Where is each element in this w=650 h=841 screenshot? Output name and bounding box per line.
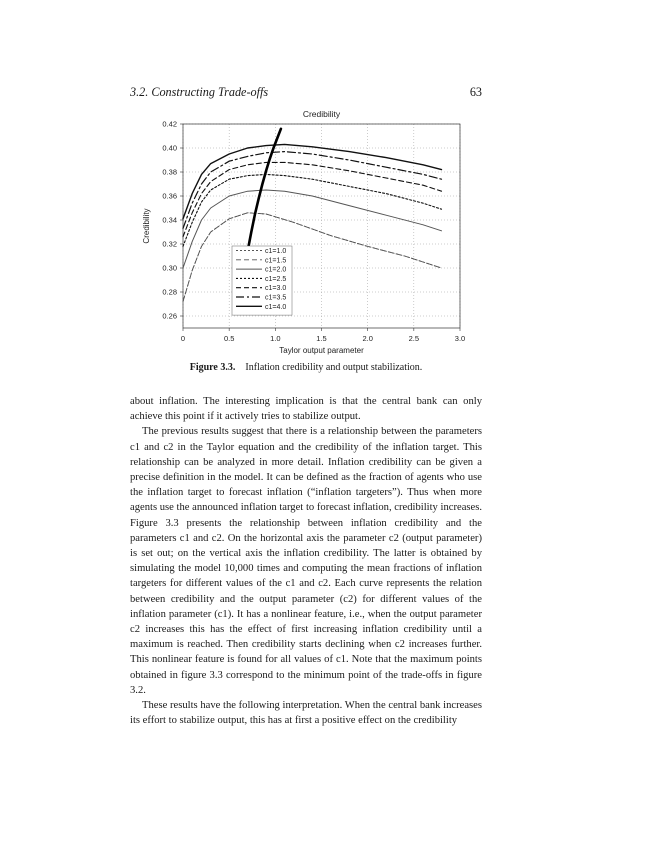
series-line-c1-1-0 — [183, 213, 442, 302]
paragraph-1: about inflation. The interesting implication is that the central bank can only achieve this point if it actively tries to stabilize output. — [130, 396, 482, 423]
figure-label: Figure 3.3. — [189, 362, 236, 373]
legend-label: c1=3.5 — [265, 294, 287, 302]
legend-label: c1=3.0 — [265, 285, 287, 293]
y-tick-label: 0.26 — [162, 311, 177, 321]
series-line-c1-3-0 — [183, 162, 442, 236]
paragraph-2: The previous results suggest that there is a relationship between the parameters c1 and c2 in the Taylor equation and the credibility of the inflation target. This relationship can be analyzed in more detail. Inflation credibility can be given a precise definition in the model. It can be defined as the fraction of agents who use the inflation target to forecast inflation (“inflation targeters”). Thus when more agents use the announced inflation target to forecast inflation, credibility increases. Figure 3.3 presents the relationship between inflation credibility and the parameters c1 and c2. On the horizontal axis the parameter c2 (output parameter) is set out; on the vertical axis the inflation credibility. The latter is obtained by simulating the model 10,000 times and computing the mean fractions of inflation targeters for different values of the c1 and c2. Each curve represents the relation between credibility and the output parameter (c2) for different values of the inflation parameter (c1). It has a nonlinear feature, i.e., when the output parameter c2 increases this has the effect of first increasing inflation credibility until a maximum is reached. Then credibility starts declining when c2 increases further. This nonlinear feature is found for all values of c1. Note that the maximum points obtained in figure 3.3 correspond to the minimum point of the trade-offs in figure 3.2. — [130, 426, 482, 696]
x-tick-label: 2.5 — [408, 334, 420, 343]
legend-label: c1=4.0 — [265, 303, 287, 311]
body-text — [130, 394, 482, 728]
series-line-c1-1-5 — [183, 213, 442, 302]
credibility-chart — [138, 106, 474, 358]
y-tick-label: 0.30 — [162, 263, 177, 273]
x-tick-label: 2.0 — [362, 334, 373, 343]
x-tick-label: 3.0 — [454, 334, 466, 343]
page-number: 63 — [469, 85, 482, 99]
x-tick-label: 0.5 — [223, 334, 235, 343]
figure-caption — [130, 362, 482, 373]
y-tick-label: 0.32 — [162, 239, 177, 249]
y-axis-label: Credibility — [142, 208, 151, 244]
legend-label: c1=2.0 — [265, 266, 287, 274]
legend-label: c1=1.5 — [265, 257, 287, 265]
x-axis-label: Taylor output parameter — [279, 346, 364, 355]
x-tick-label: 1.0 — [270, 334, 281, 343]
paragraph-3: These results have the following interpretation. When the central bank increases its effort to stabilize output, this has at first a positive effect on the credibility — [130, 700, 482, 727]
series-line-c1-3-5 — [183, 152, 442, 229]
x-tick-label: 1.5 — [316, 334, 327, 343]
figure-caption-text: Inflation credibility and output stabilization. — [245, 362, 423, 373]
x-tick-label: 0 — [180, 334, 186, 343]
y-tick-label: 0.40 — [162, 143, 177, 153]
chart-title: Credibility — [302, 109, 341, 119]
section-title: 3.2. Constructing Trade-offs — [130, 85, 269, 99]
legend-label: c1=2.5 — [265, 275, 287, 283]
y-tick-label: 0.28 — [162, 287, 177, 297]
chart-svg — [138, 106, 474, 358]
y-tick-label: 0.38 — [162, 167, 177, 177]
y-tick-label: 0.42 — [162, 119, 177, 129]
series-line-c1-2-5 — [183, 174, 442, 246]
y-tick-label: 0.36 — [162, 191, 177, 201]
y-tick-label: 0.34 — [162, 215, 177, 225]
legend-label: c1=1.0 — [265, 248, 287, 255]
